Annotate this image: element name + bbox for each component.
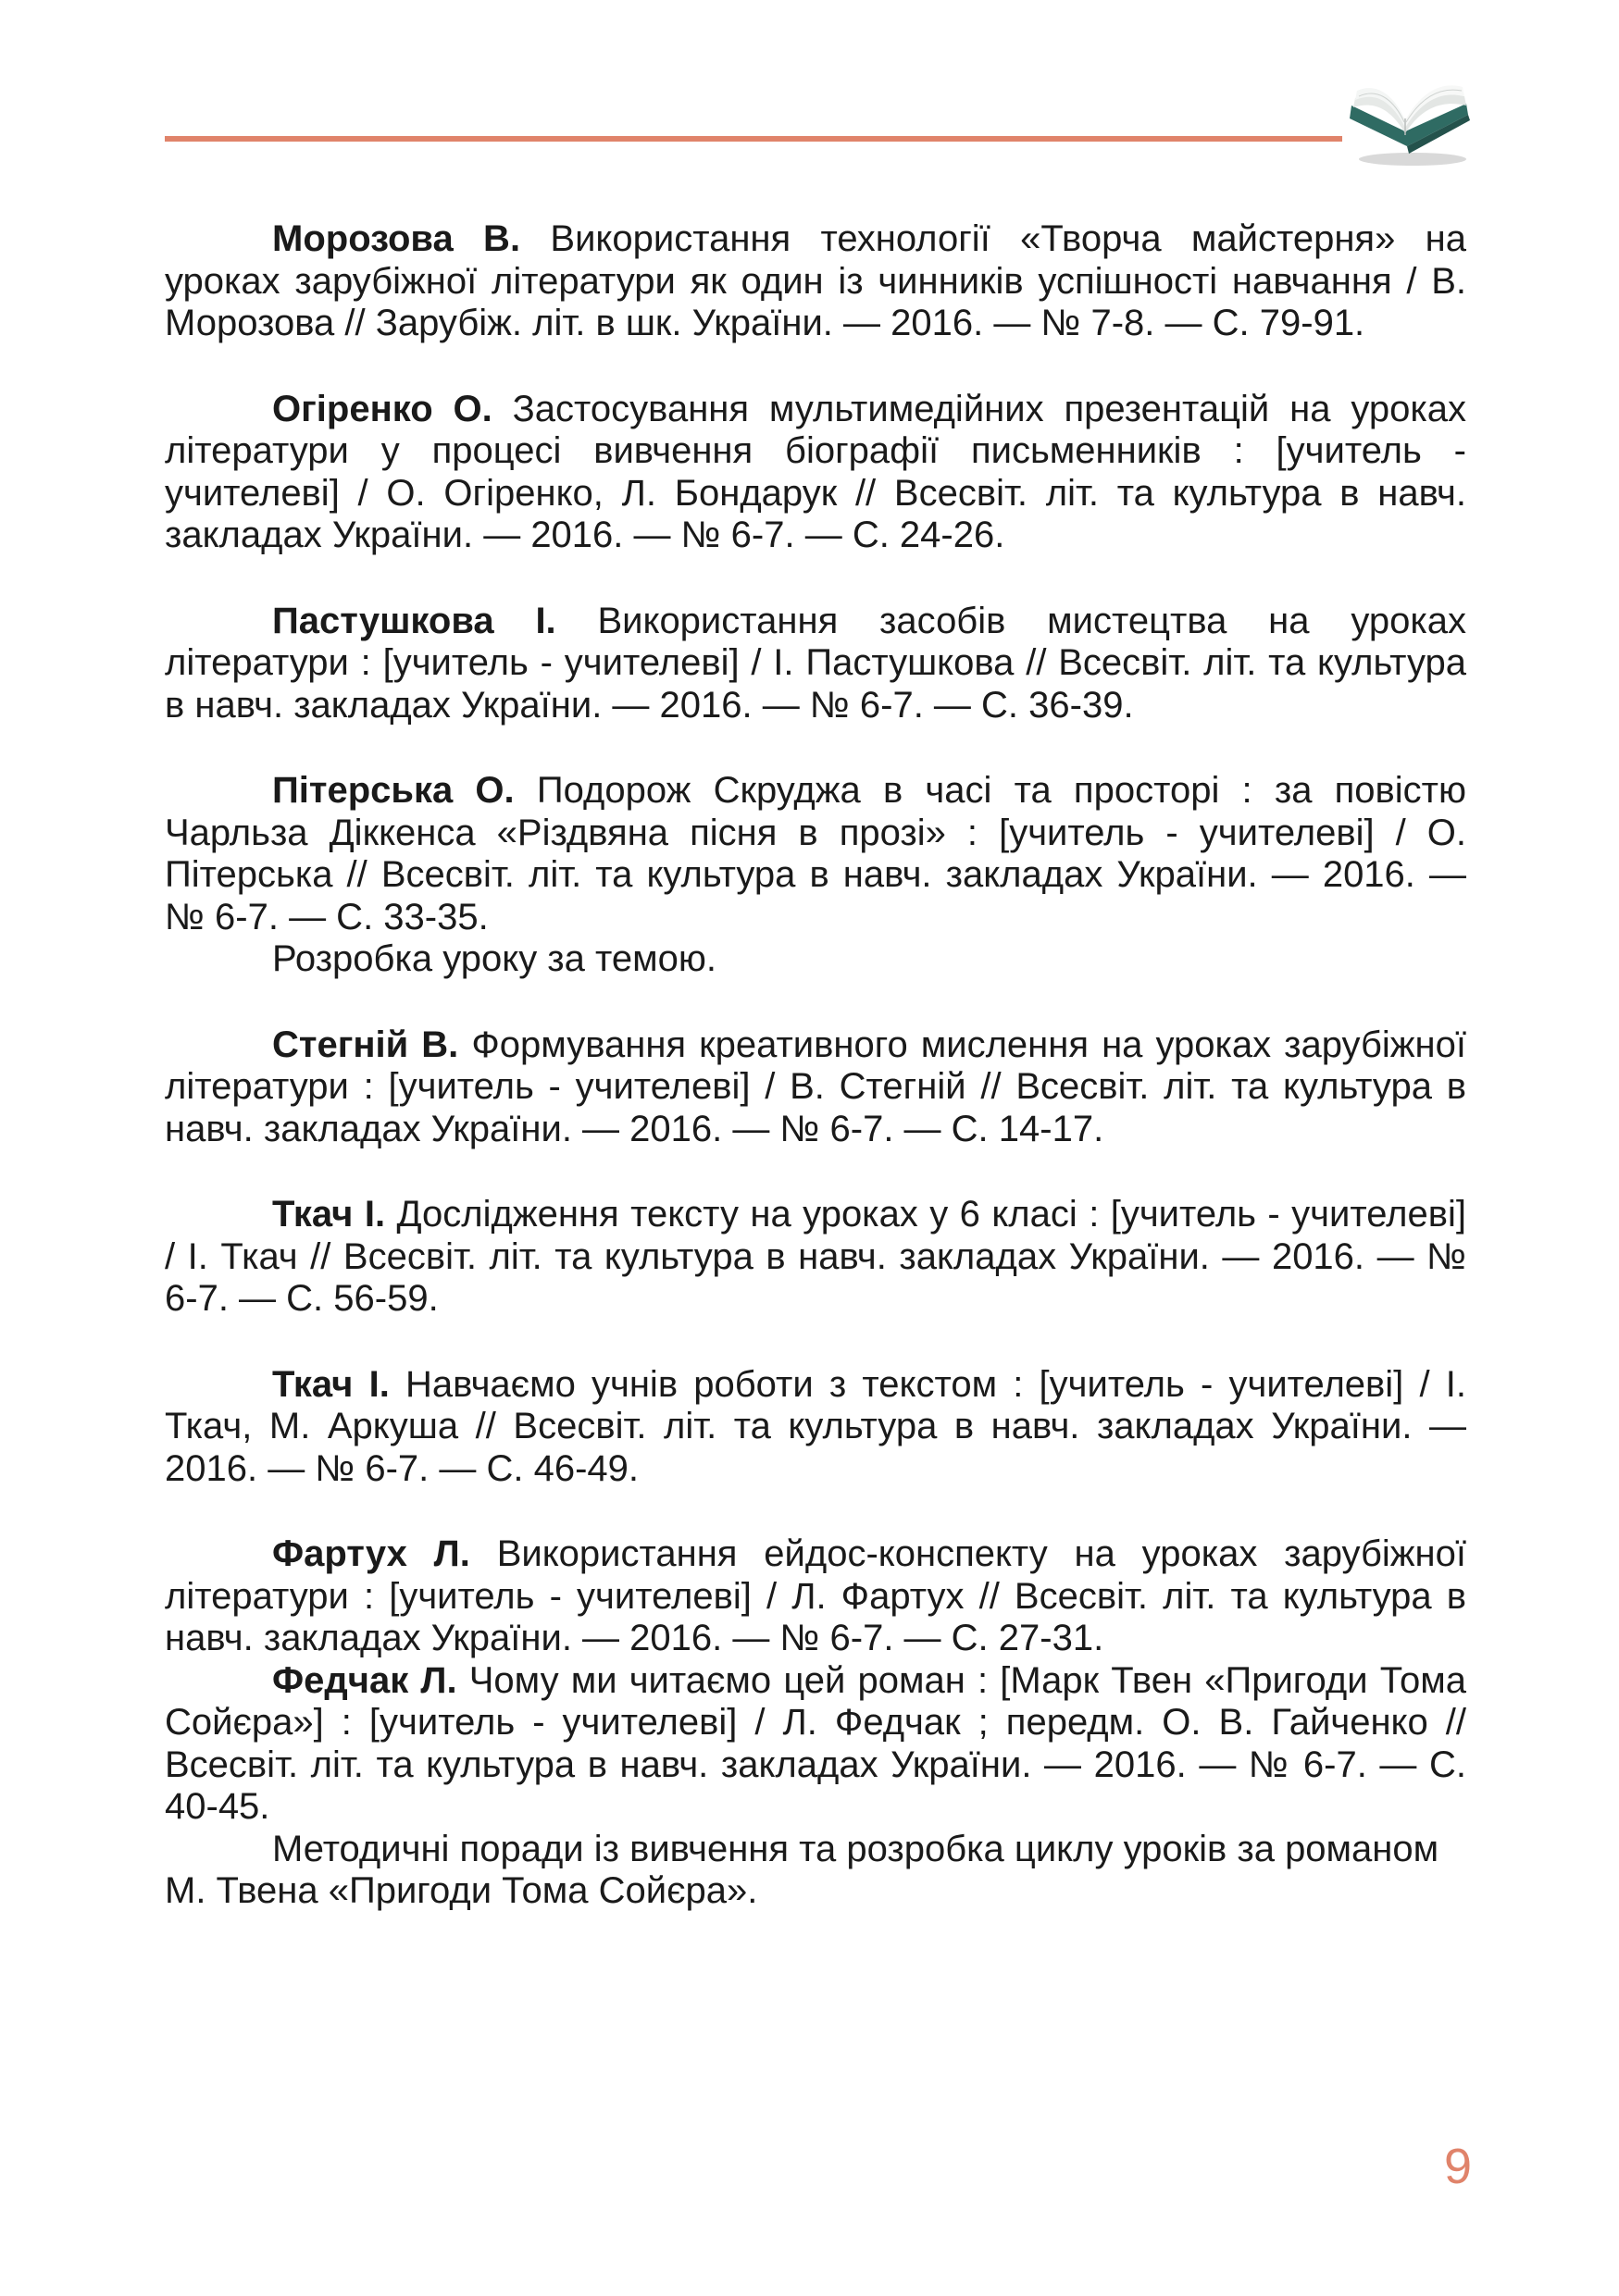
entry-description: Навчаємо учнів роботи з текстом : [учитель - учителеві] / І. Ткач, М. Аркуша // Всесвіт. літ. та культура в навч. закладах України. — 2016. — № 6-7. — С. 46-49. [165, 1363, 1466, 1489]
bibliography-entry [165, 1364, 1466, 1491]
bibliography-entry [165, 389, 1466, 557]
entry-text [165, 1194, 1466, 1321]
entry-description: Застосування мультимедійних презентацій на уроках літератури у процесі вивчення біографії письменників : [учитель - учителеві] / О. Огіренко, Л. Бондарук // Всесвіт. літ. та культура в навч. закладах України. — 2016. — № 6-7. — С. 24-26. [165, 388, 1466, 555]
entry-author: Федчак Л. [272, 1659, 457, 1701]
page-number: 9 [1443, 2139, 1472, 2194]
entry-text [165, 389, 1466, 557]
bibliography-list [165, 218, 1466, 1956]
entry-author: Пітерська О. [272, 770, 515, 811]
entry-note: Методичні поради із вивчення та розробка циклу уроків за романом М. Твена «Пригоди Тома Сойєра». [165, 1828, 1439, 1911]
entry-author: Ткач І. [272, 1194, 386, 1235]
entry-text [165, 1660, 1466, 1829]
entry-author: Пастушкова І. [272, 600, 556, 641]
open-book-icon [1340, 78, 1475, 170]
bibliography-entry [165, 1533, 1466, 1660]
entry-text [165, 218, 1466, 345]
entry-text [165, 770, 1466, 938]
entry-text [165, 1533, 1466, 1660]
bibliography-entry [165, 1660, 1466, 1913]
entry-author: Стегній В. [272, 1024, 459, 1065]
entry-author: Фартух Л. [272, 1533, 470, 1574]
entry-description: Подорож Скруджа в часі та просторі : за повістю Чарльза Діккенса «Різдвяна пісня в прозі» : [учитель - учителеві] / О. Пітерська // Всесвіт. літ. та культура в навч. закладах України. — 2016. — № 6-7. — С. 33-35. [165, 770, 1467, 937]
bibliography-entry [165, 770, 1466, 981]
bibliography-entry [165, 601, 1466, 727]
entry-description: Використання ейдос-конспекту на уроках зарубіжної літератури : [учитель - учителеві] / Л. Фартух // Всесвіт. літ. та культура в навч. закладах України. — 2016. — № 6-7. — С. 27-31. [165, 1533, 1467, 1658]
bibliography-entry [165, 1024, 1466, 1151]
entry-note: Розробка уроку за темою. [272, 938, 716, 979]
entry-author: Ткач І. [272, 1363, 390, 1405]
entry-text [165, 601, 1466, 727]
entry-author: Морозова В. [272, 218, 521, 259]
entry-description: Формування креативного мислення на уроках зарубіжної літератури : [учитель - учителеві] / В. Стегній // Всесвіт. літ. та культура в навч. закладах України. — 2016. — № 6-7. — С. 14-17. [165, 1024, 1467, 1149]
entry-description: Чому ми читаємо цей роман : [Марк Твен «Пригоди Тома Сойєра»] : [учитель - учителеві] / Л. Федчак ; передм. О. В. Гайченко // Всесвіт. літ. та культура в навч. закладах України. — 2016. — № 6-7. — С. 40-45. [165, 1659, 1466, 1827]
bibliography-entry [165, 1194, 1466, 1321]
entry-text [165, 1024, 1466, 1151]
header-rule [165, 136, 1342, 142]
entry-text [165, 1364, 1466, 1491]
entry-description: Використання технології «Творча майстерня» на уроках зарубіжної літератури як один із чинників успішності навчання / В. Морозова // Зарубіж. літ. в шк. України. — 2016. — № 7-8. — С. 79-91. [165, 218, 1467, 343]
entry-description: Використання засобів мистецтва на уроках літератури : [учитель - учителеві] / І. Пастушкова // Всесвіт. літ. та культура в навч. закладах України. — 2016. — № 6-7. — С. 36-39. [165, 600, 1466, 726]
entry-description: Дослідження тексту на уроках у 6 класі : [учитель - учителеві] / І. Ткач // Всесвіт. літ. та культура в навч. закладах України. — 2016. — № 6-7. — С. 56-59. [165, 1194, 1466, 1319]
bibliography-entry [165, 218, 1466, 345]
entry-author: Огіренко О. [272, 388, 492, 429]
